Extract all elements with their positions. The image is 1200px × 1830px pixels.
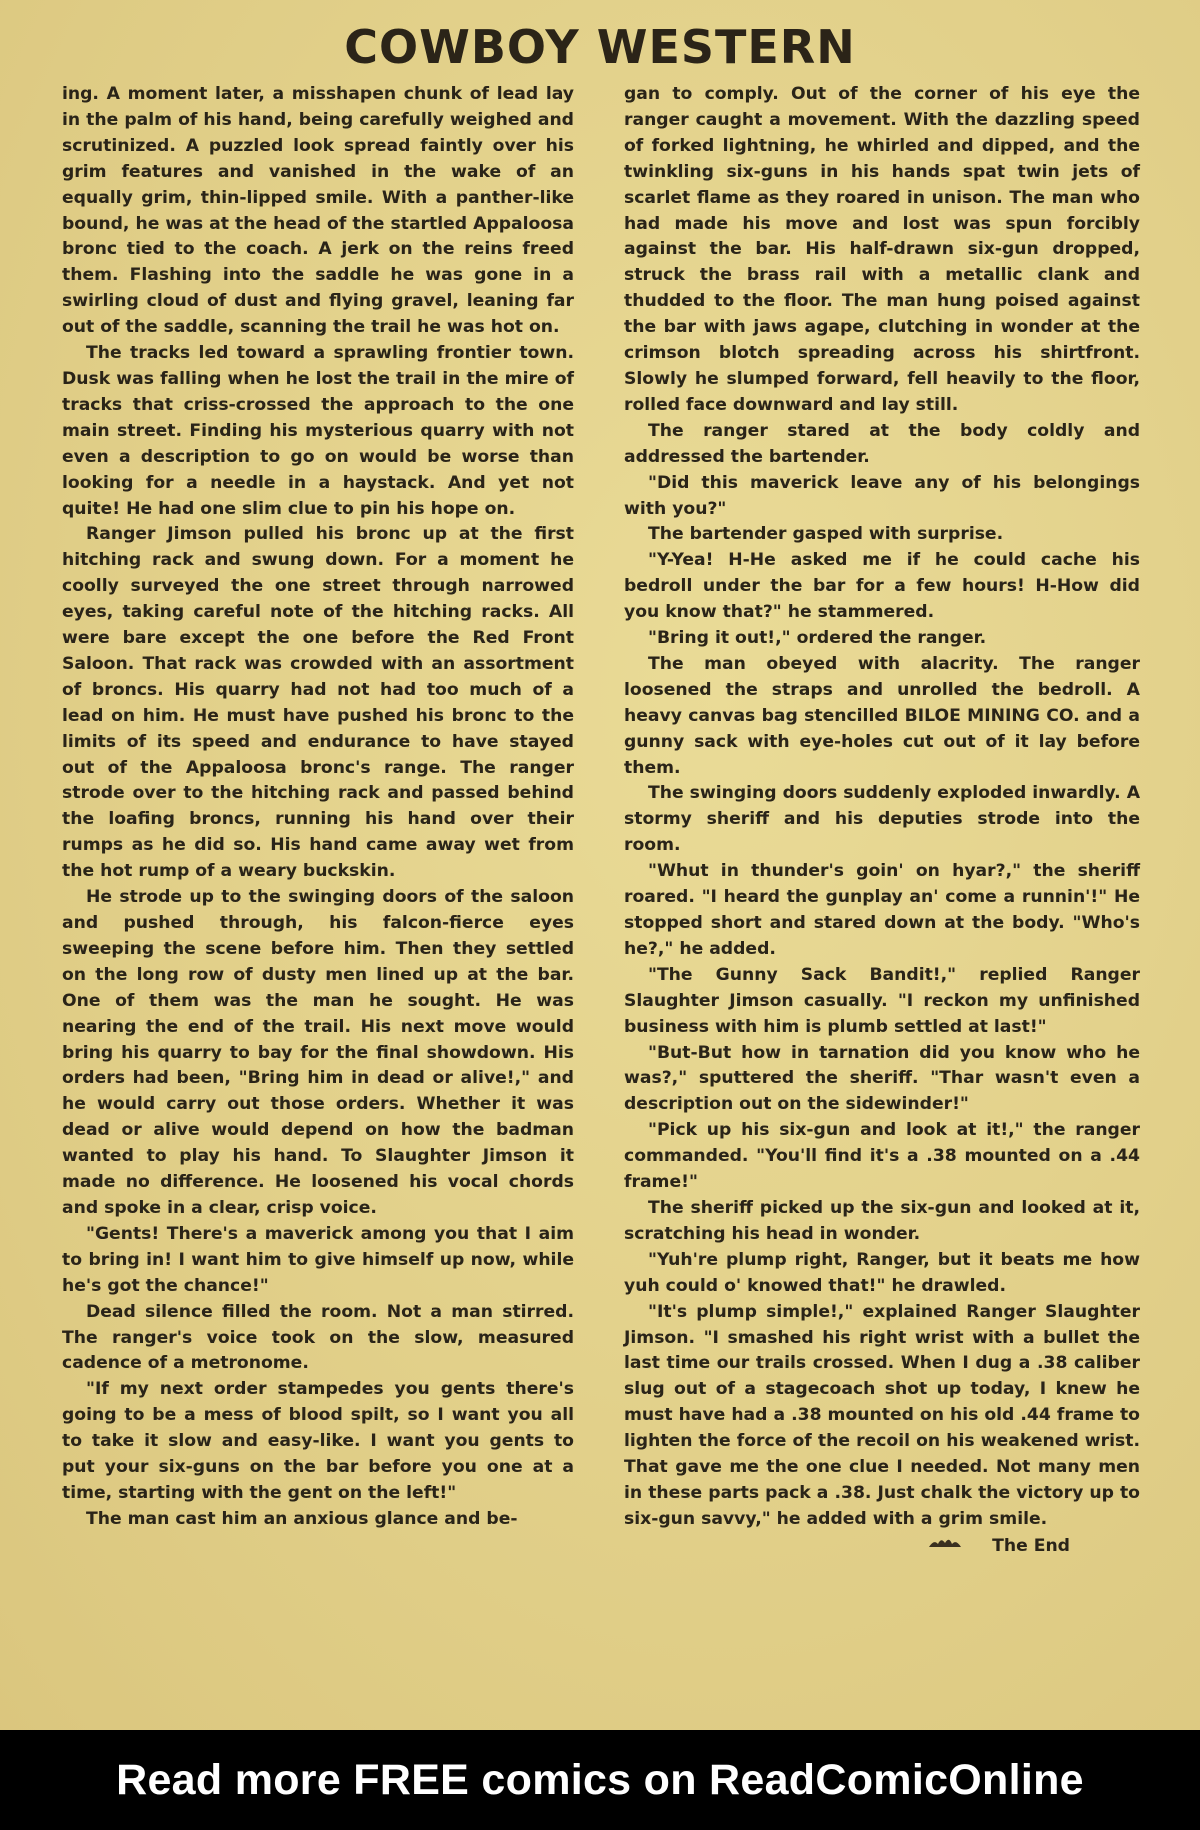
paragraph: He strode up to the swinging doors of the saloon and pushed through, his falcon-fierce eyes sweeping the scene before him. Then they settled on the long row of dusty men lined up at the bar. One of them was the man he sought. He was nearing the end of the trail. His next move would bring his quarry to bay for the final showdown. His orders had been, "Bring him in dead or alive!," and he would carry out those orders. Whether it was dead or alive would depend on how the badman wanted to play his hand. To Slaughter Jimson it made no difference. He loosened his vocal chords and spoke in a clear, crisp voice. xyxy=(62,887,574,1218)
paragraph: "Pick up his six-gun and look at it!," the ranger commanded. "You'll find it's a .38 mounted on a .44 frame!" xyxy=(624,1120,1140,1193)
paragraph: "Whut in thunder's goin' on hyar?," the sheriff roared. "I heard the gunplay an' come a runnin'!" He stopped short and stared down at the body. "Who's he?," he added. xyxy=(624,861,1140,959)
paragraph: The ranger stared at the body coldly and addressed the bartender. xyxy=(624,420,1140,467)
paragraph: Ranger Jimson pulled his bronc up at the first hitching rack and swung down. For a moment he coolly surveyed the one street through narrowed eyes, taking careful note of the hitching racks. All were bare except the one before the Red Front Saloon. That rack was crowded with an assortment of broncs. His quarry had not had too much of a lead on him. He must have pushed his bronc to the limits of its speed and endurance to have stayed out of the Appaloosa bronc's range. The ranger strode over to the hitching rack and passed behind the loafing broncs, running his hand over their rumps as he did so. His hand came away wet from the hot rump of a weary buckskin. xyxy=(62,524,574,882)
ornament-icon xyxy=(928,1533,962,1559)
paragraph: "Y-Yea! H-He asked me if he could cache his bedroll under the bar for a few hours! H-How did you know that?" he stammered. xyxy=(624,550,1140,623)
the-end-label: The End xyxy=(992,1535,1070,1556)
paragraph: The man cast him an anxious glance and be- xyxy=(86,1508,518,1529)
paragraph: Dead silence filled the room. Not a man stirred. The ranger's voice took on the slow, measured cadence of a metronome. xyxy=(62,1301,574,1374)
paragraph: "Bring it out!," ordered the ranger. xyxy=(648,628,987,649)
paragraph: ing. A moment later, a misshapen chunk of lead lay in the palm of his hand, being carefully weighed and scrutinized. A puzzled look spread faintly over his grim features and vanished in the wake of an equally grim, thin-lipped smile. With a panther-like bound, he was at the head of the startled Appaloosa bronc tied to the coach. A jerk on the reins freed them. Flashing into the saddle he was gone in a swirling cloud of dust and flying gravel, leaning far out of the saddle, scanning the trail he was hot on. xyxy=(62,84,574,338)
paragraph: The man obeyed with alacrity. The ranger loosened the straps and unrolled the bedroll. A heavy canvas bag stencilled BILOE MINING CO. and a gunny sack with eye-holes cut out of it lay before them. xyxy=(624,653,1140,778)
paragraph: "The Gunny Sack Bandit!," replied Ranger Slaughter Jimson casually. "I reckon my unfinished business with him is plumb settled at last!" xyxy=(624,964,1140,1037)
paragraph: "If my next order stampedes you gents there's going to be a mess of blood spilt, so I want you all to take it slow and easy-like. I want you gents to put your six-guns on the bar before you one at a time, starting with the gent on the left!" xyxy=(62,1379,574,1503)
left-column xyxy=(62,82,574,1533)
paragraph: The sheriff picked up the six-gun and looked at it, scratching his head in wonder. xyxy=(624,1197,1140,1244)
paragraph: "It's plump simple!," explained Ranger Slaughter Jimson. "I smashed his right wrist with a bullet the last time our trails crossed. When I dug a .38 caliber slug out of a stagecoach shot up today, I knew he must have had a .38 mounted on his old .44 frame to lighten the force of the recoil on his weakened wrist. That gave me the one clue I needed. Not many men in these parts pack a .38. Just chalk the victory up to six-gun savvy," he added with a grim smile. xyxy=(624,1301,1140,1529)
paragraph: "Yuh're plump right, Ranger, but it beats me how yuh could o' knowed that!" he drawled. xyxy=(624,1249,1140,1296)
the-end-line xyxy=(624,1533,1140,1560)
paragraph: "But-But how in tarnation did you know who he was?," sputtered the sheriff. "Thar wasn't even a description out on the sidewinder!" xyxy=(624,1042,1140,1115)
right-column xyxy=(624,82,1140,1560)
paragraph: "Did this maverick leave any of his belongings with you?" xyxy=(624,472,1140,519)
promo-banner[interactable]: Read more FREE comics on ReadComicOnline xyxy=(0,1730,1200,1830)
paragraph: The bartender gasped with surprise. xyxy=(648,524,1004,545)
paragraph: "Gents! There's a maverick among you that I aim to bring in! I want him to give himself up now, while he's got the chance!" xyxy=(62,1223,574,1296)
page-title: COWBOY WESTERN xyxy=(344,20,856,74)
paragraph: gan to comply. Out of the corner of his eye the ranger caught a movement. With the dazzling speed of forked lightning, he whirled and dipped, and the twinkling six-guns in his hands spat twin jets of scarlet flame as they roared in unison. The man who had made his move and lost was spun forcibly against the bar. His half-drawn six-gun dropped, struck the brass rail with a metallic clank and thudded to the floor. The man hung poised against the bar with jaws agape, clutching in wonder at the crimson blotch spreading across his shirtfront. Slowly he slumped forward, fell heavily to the floor, rolled face downward and lay still. xyxy=(624,84,1140,415)
paragraph: The swinging doors suddenly exploded inwardly. A stormy sheriff and his deputies strode into the room. xyxy=(624,783,1140,856)
paragraph: The tracks led toward a sprawling frontier town. Dusk was falling when he lost the trail in the mire of tracks that criss-crossed the approach to the one main street. Finding his mysterious quarry with not even a description to go on would be worse than looking for a needle in a haystack. And yet not quite! He had one slim clue to pin his hope on. xyxy=(62,343,574,519)
